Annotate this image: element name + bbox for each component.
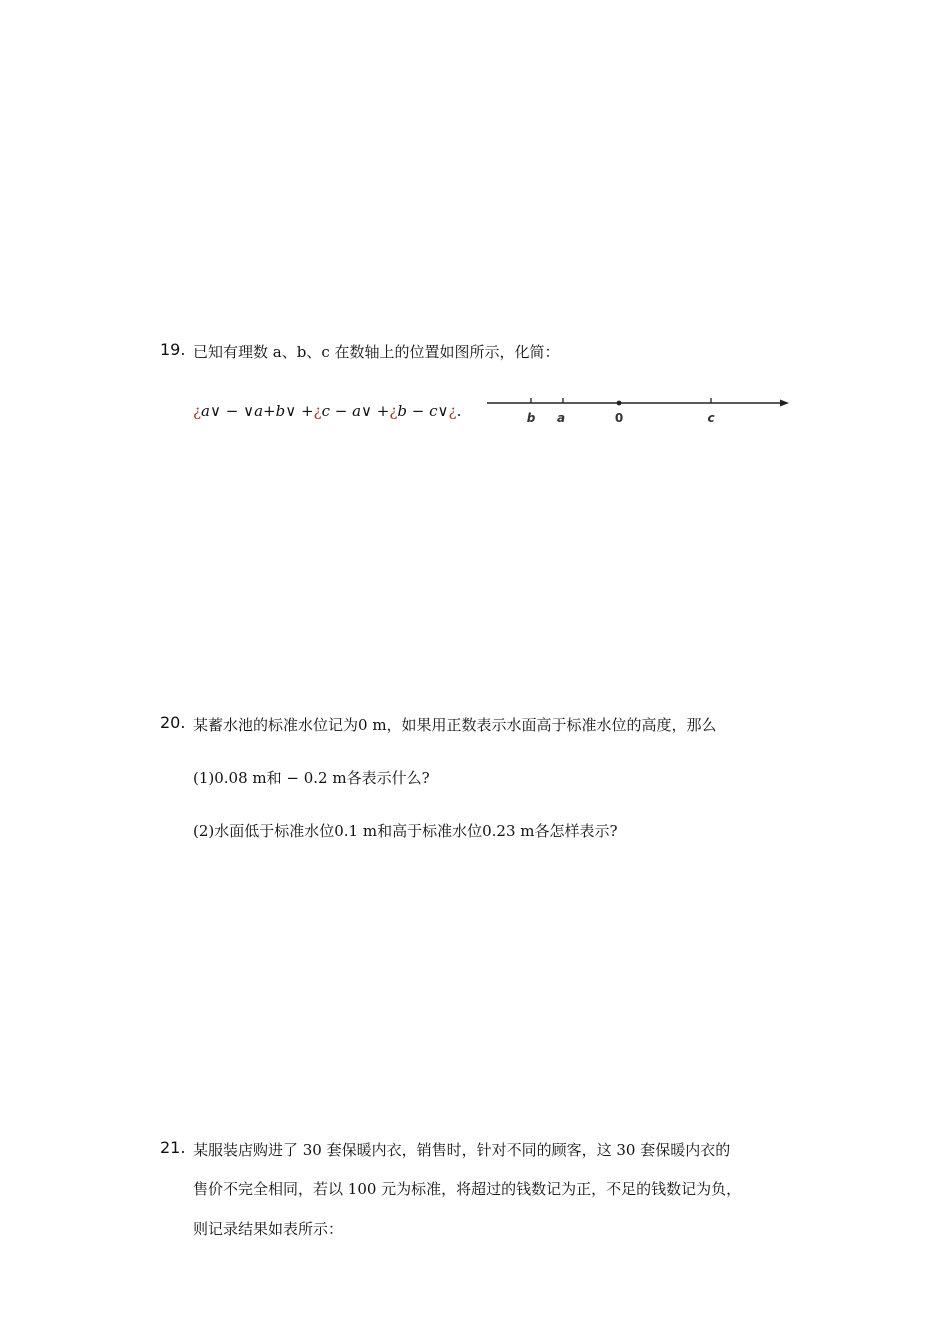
label-zero: 0	[614, 411, 624, 425]
expr-token: ¿	[193, 402, 202, 420]
label-c: c	[707, 411, 715, 425]
expr-token: c	[429, 402, 438, 420]
q20-part1: (1)0.08 m和 − 0.2 m各表示什么?	[193, 769, 430, 787]
expr-token: +	[263, 402, 276, 420]
expr-token: ∨ +	[285, 402, 314, 420]
q20-number: 20.	[160, 713, 186, 732]
expr-token: ∨ − ∨	[210, 402, 255, 420]
expr-token: b	[275, 402, 286, 420]
expr-token: −	[329, 402, 353, 420]
expr-token: a	[254, 402, 264, 420]
expr-token: ¿	[448, 402, 457, 420]
expr-token: −	[407, 402, 430, 420]
origin-point	[617, 401, 622, 406]
q20-part2: (2)水面低于标准水位0.1 m和高于标准水位0.23 m各怎样表示?	[193, 822, 618, 840]
q21-line3: 则记录结果如表所示：	[193, 1220, 344, 1238]
q21-line2: 售价不完全相同，若以 100 元为标准，将超过的钱数记为正，不足的钱数记为负，	[193, 1180, 742, 1198]
q19-number: 19.	[160, 340, 186, 359]
arrow-head-icon	[780, 400, 789, 407]
expr-token: .	[456, 402, 462, 420]
expr-token: ∨	[437, 402, 449, 420]
expr-token: b	[397, 402, 408, 420]
q19-expression	[193, 402, 461, 420]
q20-prompt: 某蓄水池的标准水位记为0 m，如果用正数表示水面高于标准水位的高度，那么	[193, 716, 717, 734]
q19-prompt: 已知有理数 a、b、c 在数轴上的位置如图所示，化简：	[193, 343, 560, 361]
q21-number: 21.	[160, 1138, 186, 1157]
expr-token: a	[201, 402, 210, 420]
number-line-figure	[485, 380, 795, 430]
label-b: b	[526, 411, 536, 425]
q21-line1: 某服装店购进了 30 套保暖内衣，销售时，针对不同的顾客，这 30 套保暖内衣的	[193, 1141, 731, 1159]
expr-token: ∨ +	[361, 402, 390, 420]
expr-token: ¿	[313, 402, 322, 420]
expr-token: ¿	[389, 402, 398, 420]
expr-token: c	[321, 402, 330, 420]
label-a: a	[556, 411, 566, 425]
expr-token: a	[352, 402, 362, 420]
